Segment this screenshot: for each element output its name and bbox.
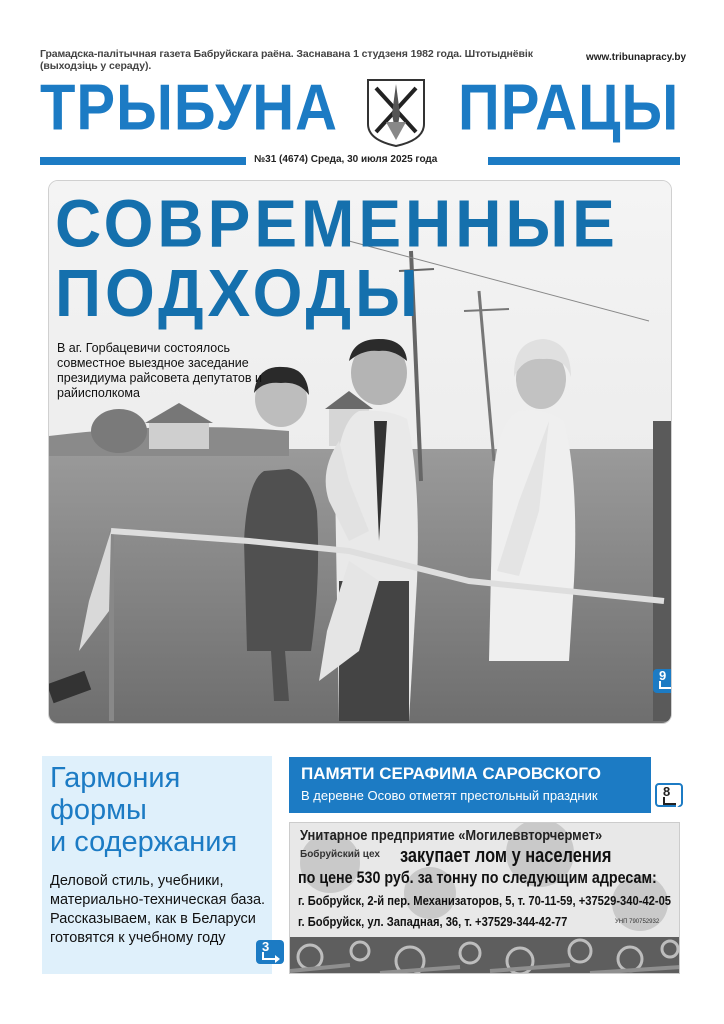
page-ref-main[interactable] bbox=[653, 669, 672, 693]
ad-address-1: г. Бобруйск, 2-й пер. Механизаторов, 5, т. 70-11-59, +37529-340-42-05 bbox=[298, 893, 672, 908]
teaser-left-title-line-1: Гармония bbox=[50, 762, 181, 794]
tagline: Грамадска-палітычная газета Бабруйскага раёна. Заснавана 1 студзеня 1982 года. Штотыднёвік (выходзіць у сераду). bbox=[40, 48, 533, 72]
issue-bar bbox=[40, 154, 680, 166]
ad-company: Унитарное предприятие «Могилеввторчермет» bbox=[300, 827, 603, 844]
teaser-left-title bbox=[50, 762, 270, 858]
scrap-metal-image bbox=[290, 937, 680, 974]
headline-line-2: ПОДХОДЫ bbox=[55, 255, 422, 331]
ad-price: по цене 530 руб. за тонну по следующим адресам: bbox=[298, 868, 657, 887]
headline-line-1: СОВРЕМЕННЫЕ bbox=[55, 185, 619, 262]
teaser-left[interactable] bbox=[42, 756, 272, 974]
teaser-left-title-line-3: и содержания bbox=[50, 826, 238, 858]
emblem-icon bbox=[364, 74, 428, 148]
issue-rule-right bbox=[488, 157, 680, 165]
issue-info: №31 (4674) Среда, 30 июля 2025 года bbox=[254, 154, 438, 165]
masthead bbox=[40, 70, 680, 154]
page-ref-number: 9 bbox=[659, 668, 667, 683]
ad-workshop: Бобруйский цех bbox=[300, 849, 380, 860]
main-headline bbox=[55, 185, 619, 331]
page-ref-left[interactable] bbox=[256, 940, 284, 964]
arrow-right-icon bbox=[262, 952, 276, 960]
arrow-right-icon bbox=[659, 681, 672, 689]
page-ref-right[interactable] bbox=[655, 783, 683, 807]
scrap-metal-ad[interactable] bbox=[289, 822, 680, 974]
website-link[interactable]: www.tribunapracy.by bbox=[586, 52, 687, 63]
teaser-right-title: ПАМЯТИ СЕРАФИМА САРОВСКОГО bbox=[301, 764, 602, 783]
masthead-title-right: ПРАЦЫ bbox=[458, 71, 680, 144]
ad-unp: УНП 790752932 bbox=[615, 919, 660, 925]
teaser-right-subtitle: В деревне Осово отметят престольный праздник bbox=[301, 788, 598, 803]
masthead-title-left: ТРЫБУНА bbox=[40, 71, 338, 144]
arrow-right-icon bbox=[663, 797, 677, 805]
teaser-right[interactable] bbox=[289, 757, 685, 813]
teaser-left-title-line-2: формы bbox=[50, 794, 147, 826]
main-story[interactable] bbox=[48, 180, 672, 724]
teaser-left-text: Деловой стиль, учебники, материально-техническая база. Рассказываем, как в Беларуси готовятся к учебному году bbox=[50, 873, 266, 946]
ad-address-2: г. Бобруйск, ул. Западная, 36, т. +37529-344-42-77 bbox=[298, 914, 568, 929]
page-ref-number: 8 bbox=[663, 784, 671, 799]
page-ref-number: 3 bbox=[262, 939, 270, 954]
main-story-lead: В аг. Горбацевичи состоялось совместное выездное заседание президиума райсовета депутатов и райисполкома bbox=[57, 341, 262, 400]
ad-offer: закупает лом у населения bbox=[400, 845, 612, 867]
issue-rule-left bbox=[40, 157, 246, 165]
